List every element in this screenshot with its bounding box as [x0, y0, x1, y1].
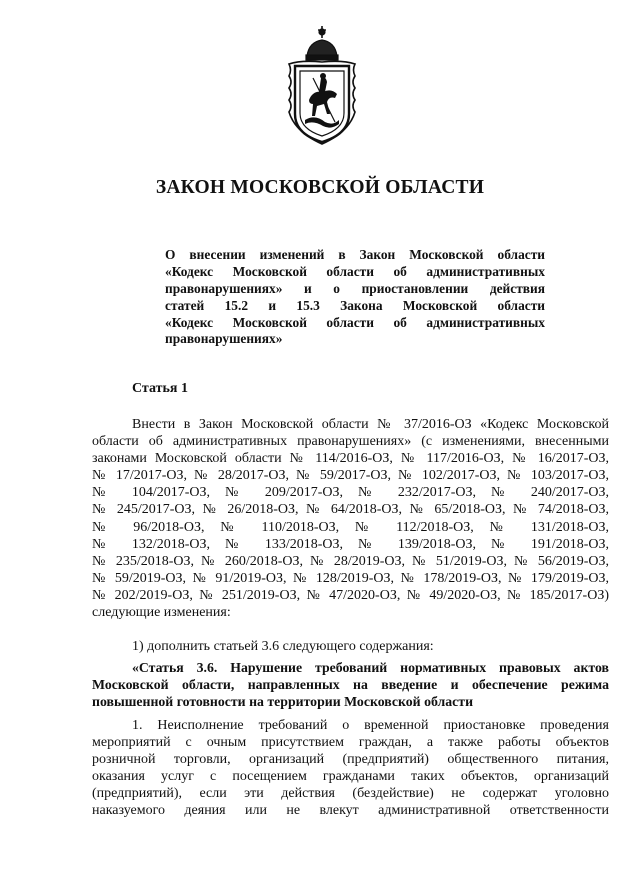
point-1-line: (предприятий), если эти действия (бездействие) не содержат уголовно	[92, 786, 609, 802]
point-1-line: 1. Неисполнение требований о временной приостановке проведения	[132, 718, 609, 733]
paragraph-line: № 17/2017-ОЗ, № 28/2017-ОЗ, № 59/2017-ОЗ, № 102/2017-ОЗ, № 103/2017-ОЗ,	[92, 468, 609, 484]
subtitle-line: О внесении изменений в Закон Московской области	[165, 247, 545, 262]
point-1-line: наказуемого деяния или не влекут административной ответственности	[92, 803, 609, 819]
paragraph-line: № 235/2018-ОЗ, № 260/2018-ОЗ, № 28/2019-ОЗ, № 51/2019-ОЗ, № 56/2019-ОЗ,	[92, 553, 609, 569]
paragraph-line: следующие изменения:	[92, 605, 231, 621]
paragraph-line: Внести в Закон Московской области № 37/2016-ОЗ «Кодекс Московской	[132, 417, 609, 432]
subtitle-line: правонарушениях» и о приостановлении действия	[165, 280, 545, 296]
article-3-6-heading	[92, 660, 609, 711]
point-1-paragraph	[92, 718, 609, 821]
paragraph-line: № 96/2018-ОЗ, № 110/2018-ОЗ, № 112/2018-ОЗ, № 131/2018-ОЗ,	[92, 519, 609, 535]
point-1-line: розничной торговли, организаций (предприятий) общественного питания,	[92, 752, 609, 768]
law-title: ЗАКОН МОСКОВСКОЙ ОБЛАСТИ	[155, 177, 485, 198]
list-item-1: 1) дополнить статьей 3.6 следующего содержания:	[132, 639, 434, 654]
subtitle-line: «Кодекс Московской области об административных	[165, 263, 545, 279]
paragraph-line: № 132/2018-ОЗ, № 133/2018-ОЗ, № 139/2018-ОЗ, № 191/2018-ОЗ,	[92, 536, 609, 552]
paragraph-line: законами Московской области № 114/2016-ОЗ, № 117/2016-ОЗ, № 16/2017-ОЗ,	[92, 451, 609, 467]
paragraph-line: № 202/2019-ОЗ, № 251/2019-ОЗ, № 47/2020-ОЗ, № 49/2020-ОЗ, № 185/2017-ОЗ)	[92, 587, 609, 603]
article-3-6-line: Московской области, направленных на введение и обеспечение режима	[92, 677, 609, 693]
subtitle-line: правонарушениях»	[165, 331, 283, 347]
paragraph-line: № 104/2017-ОЗ, № 209/2017-ОЗ, № 232/2017-ОЗ, № 240/2017-ОЗ,	[92, 485, 609, 501]
coat-of-arms-emblem	[283, 22, 361, 148]
point-1-line: мероприятий с очным присутствием граждан, а также работы объектов	[92, 735, 609, 751]
point-1-line: оказания услуг с посещением гражданами таких объектов, организаций	[92, 769, 609, 785]
paragraph-line: области об административных правонарушениях» (с изменениями, внесенными	[92, 434, 609, 450]
subtitle-line: статей 15.2 и 15.3 Закона Московской области	[165, 297, 545, 313]
article-3-6-line: «Статья 3.6. Нарушение требований нормативных правовых актов	[132, 660, 609, 675]
subtitle-line: «Кодекс Московской области об административных	[165, 314, 545, 330]
law-subtitle	[165, 247, 545, 348]
article-paragraph	[92, 417, 609, 622]
article-3-6-line: повышенной готовности на территории Московской области	[92, 694, 474, 710]
paragraph-line: № 245/2017-ОЗ, № 26/2018-ОЗ, № 64/2018-ОЗ, № 65/2018-ОЗ, № 74/2018-ОЗ,	[92, 502, 609, 518]
article-heading: Статья 1	[132, 381, 188, 396]
paragraph-line: № 59/2019-ОЗ, № 91/2019-ОЗ, № 128/2019-ОЗ, № 178/2019-ОЗ, № 179/2019-ОЗ,	[92, 570, 609, 586]
